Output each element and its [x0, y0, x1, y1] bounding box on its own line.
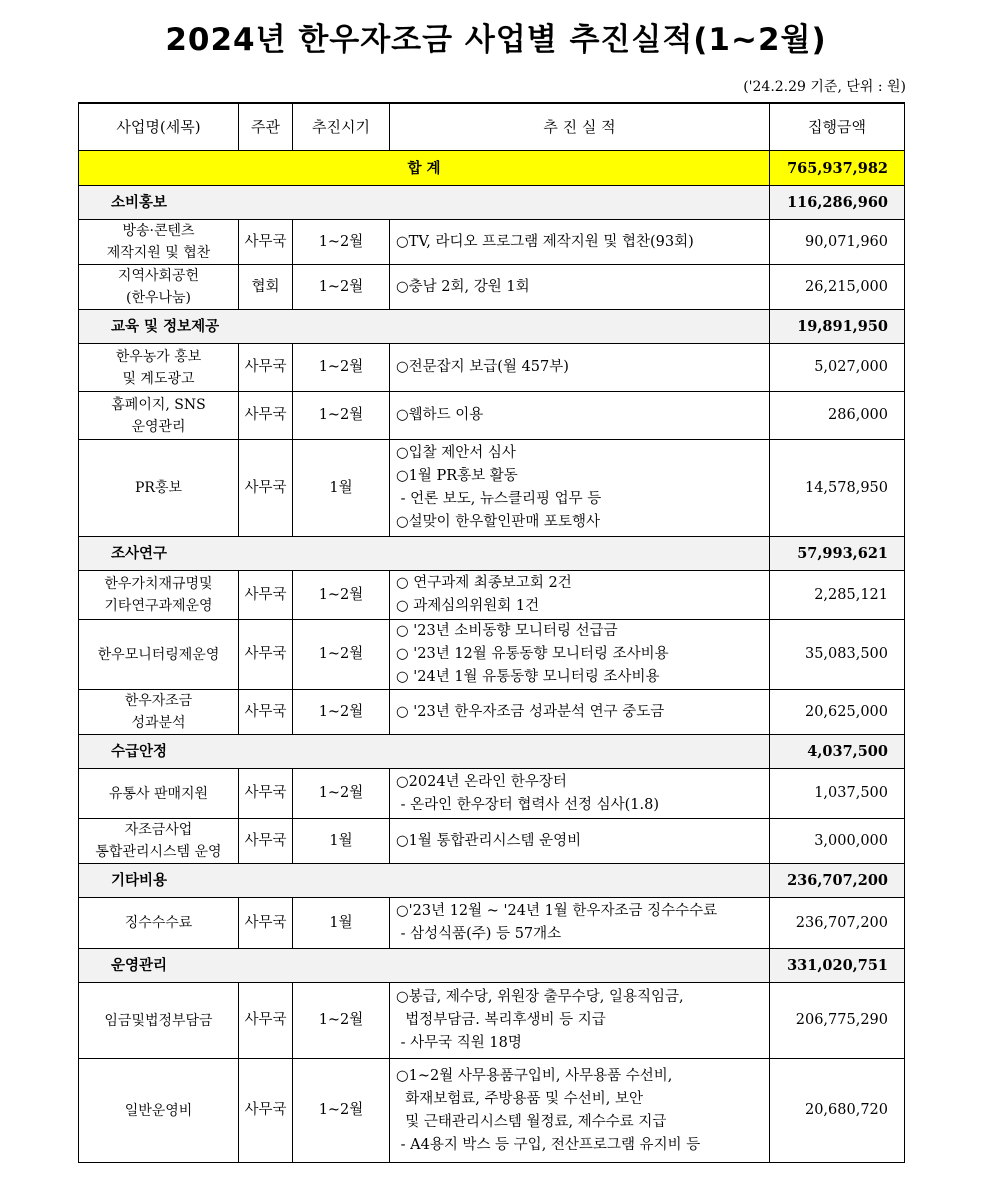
item-amount: 1,037,500: [770, 769, 905, 819]
item-period: 1월: [293, 898, 390, 949]
item-name: [79, 265, 239, 310]
item-result: [390, 819, 770, 864]
category-row: [79, 864, 905, 898]
item-name: [79, 344, 239, 392]
header-name: 사업명(세목): [79, 103, 239, 151]
table-row: [79, 265, 905, 310]
table-row: [79, 1059, 905, 1163]
result-line: - 삼성식품(주) 등 57개소: [396, 926, 562, 942]
item-result: [390, 898, 770, 949]
item-name: [79, 690, 239, 735]
result-line: ○'23년 12월 ~ '24년 1월 한우자조금 징수수수료: [396, 903, 718, 919]
table-row: [79, 769, 905, 819]
item-period: 1~2월: [293, 265, 390, 310]
category-row: [79, 949, 905, 983]
item-name: [79, 819, 239, 864]
item-result: [390, 265, 770, 310]
item-name-line: 기타연구과제운영: [104, 598, 213, 614]
item-name-line: 지역사회공헌: [117, 268, 200, 284]
performance-table: [78, 102, 905, 1163]
category-name: 교육 및 정보제공: [79, 310, 770, 344]
total-label: 합 계: [79, 151, 770, 186]
result-line: ○ '24년 1월 유통동향 모니터링 조사비용: [396, 669, 660, 685]
category-amount: 331,020,751: [770, 949, 905, 983]
item-period: 1월: [293, 819, 390, 864]
item-result: [390, 392, 770, 440]
result-line: 화재보험료, 주방용품 및 수선비, 보안: [396, 1090, 643, 1107]
unit-note: ('24.2.29 기준, 단위 : 원): [743, 79, 906, 95]
item-result: [390, 220, 770, 265]
item-result: [390, 769, 770, 819]
item-name: [79, 620, 239, 690]
item-result: [390, 620, 770, 690]
result-line: - 사무국 직원 18명: [396, 1035, 522, 1051]
item-name-line: 성과분석: [131, 715, 186, 731]
item-name-line: 홈페이지, SNS: [111, 396, 206, 413]
result-line: - 온라인 한우장터 협력사 선정 심사(1.8): [396, 796, 660, 813]
result-line: ○2024년 온라인 한우장터: [396, 773, 567, 790]
item-name: [79, 1059, 239, 1163]
category-amount: 236,707,200: [770, 864, 905, 898]
table-row: [79, 819, 905, 864]
item-name-line: 한우농가 홍보: [115, 348, 202, 365]
item-amount: 5,027,000: [770, 344, 905, 392]
table-row: [79, 220, 905, 265]
item-org: 사무국: [239, 1059, 293, 1163]
item-org: 사무국: [239, 690, 293, 735]
result-line: ○ '23년 소비동향 모니터링 선급금: [396, 623, 618, 639]
item-org: 사무국: [239, 769, 293, 819]
item-name: [79, 440, 239, 537]
item-name: [79, 898, 239, 949]
result-line: 법정부담금. 복리후생비 등 지급: [396, 1012, 606, 1028]
category-name: 조사연구: [79, 537, 770, 571]
item-org: 협회: [239, 265, 293, 310]
item-org: 사무국: [239, 983, 293, 1059]
result-line: ○TV, 라디오 프로그램 제작지원 및 협찬(93회): [396, 233, 694, 250]
item-amount: 26,215,000: [770, 265, 905, 310]
item-amount: 20,625,000: [770, 690, 905, 735]
item-amount: 3,000,000: [770, 819, 905, 864]
item-period: 1~2월: [293, 344, 390, 392]
item-result: [390, 690, 770, 735]
item-name-line: 징수수수료: [124, 915, 193, 931]
category-name: 기타비용: [79, 864, 770, 898]
item-name-line: 제작지원 및 협찬: [106, 245, 211, 261]
result-line: - 언론 보도, 뉴스클리핑 업무 등: [396, 491, 602, 507]
category-name: 소비홍보: [79, 186, 770, 220]
category-amount: 19,891,950: [770, 310, 905, 344]
item-name-line: 한우가치재규명및: [104, 576, 213, 592]
result-line: ○ '23년 한우자조금 성과분석 연구 중도금: [396, 703, 665, 720]
item-name-line: 유통사 판매지원: [108, 785, 209, 802]
item-result: [390, 440, 770, 537]
item-name-line: (한우나눔): [125, 290, 192, 306]
item-name: [79, 769, 239, 819]
result-line: ○입찰 제안서 심사: [396, 445, 516, 461]
item-name: [79, 983, 239, 1059]
item-amount: 206,775,290: [770, 983, 905, 1059]
total-row: [79, 151, 905, 186]
item-org: 사무국: [239, 819, 293, 864]
result-line: ○1~2월 사무용품구입비, 사무용품 수선비,: [396, 1067, 673, 1084]
item-org: 사무국: [239, 220, 293, 265]
item-period: 1~2월: [293, 690, 390, 735]
table-row: [79, 440, 905, 537]
header-result: 추 진 실 적: [390, 103, 770, 151]
item-amount: 90,071,960: [770, 220, 905, 265]
item-amount: 35,083,500: [770, 620, 905, 690]
result-line: ○1월 통합관리시스템 운영비: [396, 832, 582, 849]
header-org: 주관: [239, 103, 293, 151]
item-org: 사무국: [239, 440, 293, 537]
table-row: [79, 571, 905, 620]
result-line: 및 근태관리시스템 월정료, 제수수료 지급: [396, 1113, 667, 1130]
table-row: [79, 392, 905, 440]
category-row: [79, 186, 905, 220]
item-name-line: PR홍보: [134, 480, 182, 496]
item-name-line: 한우자조금: [124, 693, 193, 709]
item-result: [390, 983, 770, 1059]
item-name-line: 자조금사업: [124, 822, 193, 838]
item-result: [390, 1059, 770, 1163]
item-name: [79, 220, 239, 265]
item-period: 1~2월: [293, 983, 390, 1059]
category-amount: 4,037,500: [770, 735, 905, 769]
result-line: ○봉급, 제수당, 위원장 출무수당, 일용직임금,: [396, 989, 684, 1005]
result-line: ○전문잡지 보급(월 457부): [396, 359, 569, 375]
item-name: [79, 571, 239, 620]
category-row: [79, 310, 905, 344]
table-row: [79, 690, 905, 735]
item-period: 1~2월: [293, 571, 390, 620]
result-line: ○설맞이 한우할인판매 포토행사: [396, 514, 600, 530]
item-result: [390, 344, 770, 392]
total-amount: 765,937,982: [770, 151, 905, 186]
result-line: ○웹하드 이용: [396, 407, 484, 423]
item-name-line: 한우모니터링제운영: [97, 646, 220, 663]
header-amount: 집행금액: [770, 103, 905, 151]
table-header-row: [79, 103, 905, 151]
item-name-line: 임금및법정부담금: [104, 1012, 213, 1029]
item-org: 사무국: [239, 392, 293, 440]
item-name-line: 및 계도광고: [122, 370, 195, 387]
item-org: 사무국: [239, 620, 293, 690]
category-name: 운영관리: [79, 949, 770, 983]
item-amount: 286,000: [770, 392, 905, 440]
result-line: ○ '23년 12월 유통동향 모니터링 조사비용: [396, 646, 669, 662]
item-name-line: 운영관리: [131, 418, 186, 435]
item-amount: 20,680,720: [770, 1059, 905, 1163]
item-amount: 236,707,200: [770, 898, 905, 949]
item-period: 1월: [293, 440, 390, 537]
item-period: 1~2월: [293, 620, 390, 690]
item-org: 사무국: [239, 898, 293, 949]
table-row: [79, 898, 905, 949]
category-amount: 116,286,960: [770, 186, 905, 220]
item-name: [79, 392, 239, 440]
item-org: 사무국: [239, 571, 293, 620]
category-row: [79, 735, 905, 769]
category-name: 수급안정: [79, 735, 770, 769]
item-org: 사무국: [239, 344, 293, 392]
result-line: - A4용지 박스 등 구입, 전산프로그램 유지비 등: [396, 1136, 701, 1153]
result-line: ○충남 2회, 강원 1회: [396, 278, 530, 295]
result-line: ○1월 PR홍보 활동: [396, 468, 518, 484]
table-row: [79, 344, 905, 392]
item-name-line: 통합관리시스템 운영: [95, 844, 222, 860]
item-period: 1~2월: [293, 769, 390, 819]
category-amount: 57,993,621: [770, 537, 905, 571]
item-period: 1~2월: [293, 392, 390, 440]
header-period: 추진시기: [293, 103, 390, 151]
item-name-line: 일반운영비: [124, 1102, 193, 1119]
item-amount: 2,285,121: [770, 571, 905, 620]
item-name-line: 방송·콘텐츠: [122, 223, 195, 239]
result-line: ○ 과제심의위원회 1건: [396, 598, 540, 614]
item-amount: 14,578,950: [770, 440, 905, 537]
table-row: [79, 983, 905, 1059]
result-line: ○ 연구과제 최종보고회 2건: [396, 575, 572, 591]
category-row: [79, 537, 905, 571]
table-row: [79, 620, 905, 690]
item-result: [390, 571, 770, 620]
item-period: 1~2월: [293, 220, 390, 265]
page-title: 2024년 한우자조금 사업별 추진실적(1~2월): [165, 22, 827, 58]
item-period: 1~2월: [293, 1059, 390, 1163]
